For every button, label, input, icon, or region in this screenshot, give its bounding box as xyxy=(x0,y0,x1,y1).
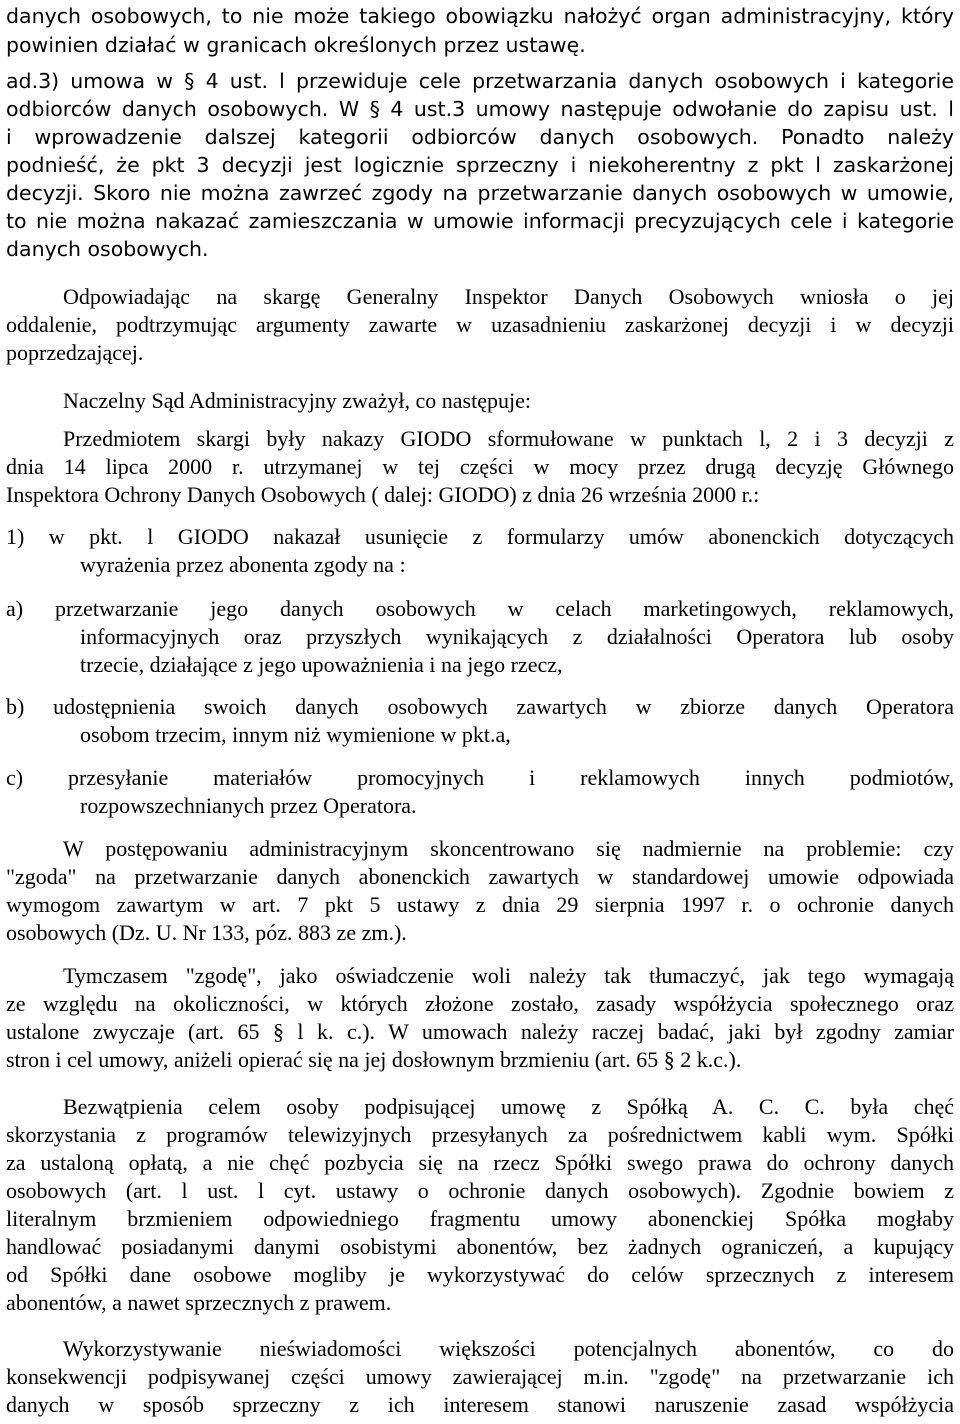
text-line: ad.3) umowa w § 4 ust. l przewiduje cele przetwarzania danych osobowych i kategorie xyxy=(6,69,954,93)
text-line: abonentów, a nawet sprzecznych z prawem. xyxy=(6,1290,392,1315)
text-line: Wykorzystywanie nieświadomości większości potencjalnych abonentów, co do xyxy=(63,1336,954,1361)
text-line: wymogom zawartym w art. 7 pkt 5 ustawy z dnia 29 sierpnia 1997 r. o ochronie danych xyxy=(6,892,954,917)
text-line: Tymczasem "zgodę", jako oświadczenie woli należy tak tłumaczyć, jak tego wymagają xyxy=(63,963,954,988)
text-line: Przedmiotem skargi były nakazy GIODO sformułowane w punktach l, 2 i 3 decyzji z xyxy=(63,426,954,451)
text-line: Bezwątpienia celem osoby podpisującej umowę z Spółką A. C. C. była chęć xyxy=(63,1094,954,1119)
text-line: i wprowadzenie dalszej kategorii odbiorców danych osobowych. Ponadto należy xyxy=(6,125,954,149)
text-line: decyzji. Skoro nie można zawrzeć zgody na przetwarzanie danych osobowych w umowie, xyxy=(6,181,954,205)
text-line: podnieść, że pkt 3 decyzji jest logicznie sprzeczny i niekoherentny z pkt l zaskarżonej xyxy=(6,153,954,177)
text-line: literalnym brzmieniem odpowiedniego fragmentu umowy abonenckiej Spółka mogłaby xyxy=(6,1206,954,1231)
text-line: stron i cel umowy, aniżeli opierać się na jej dosłownym brzmieniu (art. 65 § 2 k.c.). xyxy=(6,1047,742,1072)
text-line: wyrażenia przez abonenta zgody na : xyxy=(80,552,406,577)
text-line: danych osobowych. xyxy=(6,237,209,261)
text-line: b) udostępnienia swoich danych osobowych zawartych w zbiorze danych Operatora xyxy=(6,694,954,719)
text-line: Naczelny Sąd Administracyjny zważył, co następuje: xyxy=(63,388,531,413)
text-line: odbiorców danych osobowych. W § 4 ust.3 umowy następuje odwołanie do zapisu ust. l xyxy=(6,97,954,121)
text-line: oddalenie, podtrzymując argumenty zawarte w uzasadnieniu zaskarżonej decyzji i w decyzji xyxy=(6,312,954,337)
text-line: osobowych (Dz. U. Nr 133, póz. 883 ze zm.). xyxy=(6,920,407,945)
text-line: Inspektora Ochrony Danych Osobowych ( dalej: GIODO) z dnia 26 września 2000 r.: xyxy=(6,482,760,507)
text-line: informacyjnych oraz przyszłych wynikających z działalności Operatora lub osoby xyxy=(80,624,954,649)
text-line: za ustaloną opłatą, a nie chęć pozbycia się na rzecz Spółki swego prawa do ochrony danych xyxy=(6,1150,954,1175)
text-line: handlować posiadanymi danymi osobistymi abonentów, bez żadnych ograniczeń, a kupujący xyxy=(6,1234,954,1259)
text-line: danych osobowych, to nie może takiego obowiązku nałożyć organ administracyjny, który xyxy=(6,4,954,28)
text-line: ze względu na okoliczności, w których złożone zostało, zasady współżycia społecznego oraz xyxy=(6,991,954,1016)
text-line: konsekwencji podpisywanej części umowy zawierającej m.in. "zgodę" na przetwarzanie ich xyxy=(6,1364,954,1389)
text-line: dnia 14 lipca 2000 r. utrzymanej w tej części w mocy przez drugą decyzję Głównego xyxy=(6,454,954,479)
text-line: W postępowaniu administracyjnym skoncentrowano się nadmiernie na problemie: czy xyxy=(63,836,954,861)
text-line: danych w sposób sprzeczny z ich interesem stanowi naruszenie zasad współżycia xyxy=(6,1392,954,1417)
text-line: "zgoda" na przetwarzanie danych abonenckich zawartych w standardowej umowie odpowiada xyxy=(6,864,954,889)
text-line: osobowych (art. l ust. l cyt. ustawy o ochronie danych osobowych). Zgodnie bowiem z xyxy=(6,1178,954,1203)
text-line: c) przesyłanie materiałów promocyjnych i reklamowych innych podmiotów, xyxy=(6,765,954,790)
text-line: ustalone zwyczaje (art. 65 § l k. c.). W umowach należy raczej badać, jaki był zgodny zamiar xyxy=(6,1019,954,1044)
text-line: trzecie, działające z jego upoważnienia i na jego rzecz, xyxy=(80,652,563,677)
text-line: od Spółki dane osobowe mogliby je wykorzystywać do celów sprzecznych z interesem xyxy=(6,1262,954,1287)
text-line: 1) w pkt. l GIODO nakazał usunięcie z formularzy umów abonenckich dotyczących xyxy=(6,524,954,549)
text-line: skorzystania z programów telewizyjnych przesyłanych za pośrednictwem kabli wym. Spółki xyxy=(6,1122,954,1147)
text-line: poprzedzającej. xyxy=(6,340,144,365)
text-line: osobom trzecim, innym niż wymienione w pkt.a, xyxy=(80,722,511,747)
text-line: Odpowiadając na skargę Generalny Inspektor Danych Osobowych wniosła o jej xyxy=(63,284,954,309)
text-line: a) przetwarzanie jego danych osobowych w celach marketingowych, reklamowych, xyxy=(6,596,954,621)
text-line: powinien działać w granicach określonych przez ustawę. xyxy=(6,33,586,57)
text-line: rozpowszechnianych przez Operatora. xyxy=(80,793,417,818)
text-line: to nie można nakazać zamieszczania w umowie informacji precyzujących cele i kategorie xyxy=(6,209,954,233)
